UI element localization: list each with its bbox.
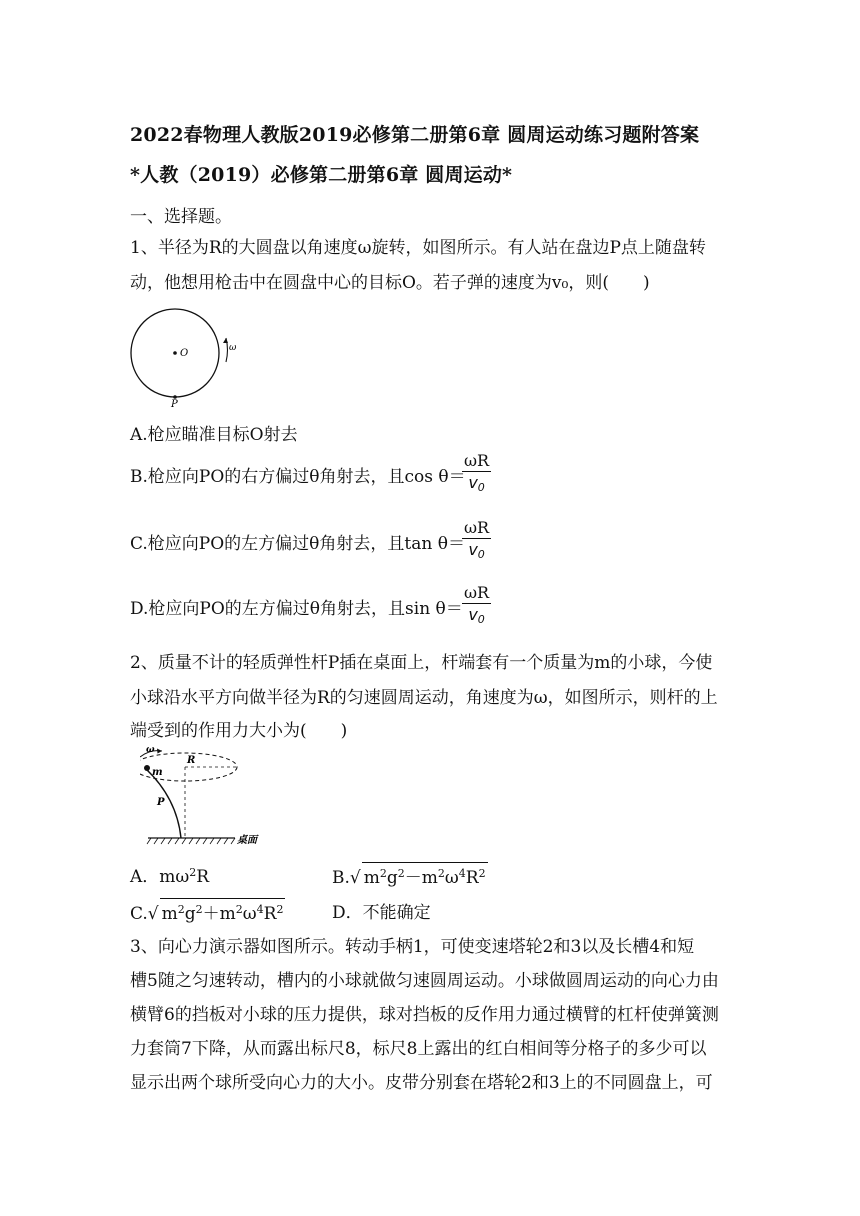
fraction-denominator: $v_0$ [468, 605, 485, 626]
fraction-numerator: ωR [464, 583, 490, 602]
fraction-denominator: $v_0$ [468, 473, 485, 494]
q1-option-c-fraction [462, 518, 491, 561]
q1-option-c: C.枪应向PO的左方偏过θ角射去，且tan θ＝ [130, 534, 465, 554]
label-p: P [157, 797, 165, 808]
document-title: 2022春物理人教版2019必修第二册第6章 圆周运动练习题附答案 [130, 124, 700, 146]
q2-option-a: A．$m\omega^2R$ [130, 866, 210, 887]
label-o: O [180, 348, 189, 359]
label-omega: ω [229, 343, 237, 353]
q2-stem-line3: 端受到的作用力大小为( ) [130, 721, 348, 741]
fraction-denominator: $v_0$ [468, 540, 485, 561]
fraction-numerator: ωR [464, 451, 490, 470]
table-hatching [147, 838, 235, 844]
label-p: P [171, 399, 178, 408]
fraction-numerator: ωR [464, 518, 490, 537]
q2-option-d: D．不能确定 [332, 903, 431, 923]
rotation-arrow-head [223, 338, 228, 343]
q1-figure-disk [128, 308, 240, 408]
label-omega: ω [146, 745, 155, 755]
q1-option-d: D.枪应向PO的左方偏过θ角射去，且sin θ＝ [130, 599, 463, 619]
omega-arrow-head [157, 749, 162, 754]
q2-stem-line2: 小球沿水平方向做半径为R的匀速圆周运动，角速度为ω，如图所示，则杆的上 [130, 688, 718, 708]
label-table: 桌面 [237, 835, 257, 846]
q1-stem-line2: 动，他想用枪击中在圆盘中心的目标O。若子弹的速度为v₀，则( ) [130, 273, 650, 293]
label-m: m [152, 767, 163, 778]
q3-stem-line5: 显示出两个球所受向心力的大小。皮带分别套在塔轮2和3上的不同圆盘上，可 [130, 1073, 713, 1093]
label-r: R [187, 755, 196, 766]
ball [144, 765, 150, 771]
q2-option-c: C.√ $m^2g^2+m^2\omega^4R^2$ [130, 898, 285, 924]
q2-figure-rod [140, 745, 265, 850]
q2-option-b: B.√ $m^2g^2-m^2\omega^4R^2$ [332, 862, 488, 888]
q1-option-d-fraction [462, 583, 491, 626]
document-subtitle: *人教（2019）必修第二册第6章 圆周运动* [130, 164, 513, 186]
q1-stem-line1: 1、半径为R的大圆盘以角速度ω旋转，如图所示。有人站在盘边P点上随盘转 [130, 238, 706, 258]
center-dot [173, 351, 177, 355]
q3-stem-line2: 槽5随之匀速转动，槽内的小球就做匀速圆周运动。小球做圆周运动的向心力由 [130, 971, 719, 991]
q3-stem-line3: 横臂6的挡板对小球的压力提供，球对挡板的反作用力通过横臂的杠杆使弹簧测 [130, 1005, 719, 1025]
section-heading: 一、选择题。 [130, 207, 232, 227]
q1-option-b: B.枪应向PO的右方偏过θ角射去，且cos θ＝ [130, 467, 466, 487]
q2-stem-line1: 2、质量不计的轻质弹性杆P插在桌面上，杆端套有一个质量为m的小球，今使 [130, 653, 713, 673]
q3-stem-line1: 3、向心力演示器如图所示。转动手柄1，可使变速塔轮2和3以及长槽4和短 [130, 937, 695, 957]
q3-stem-line4: 力套筒7下降，从而露出标尺8，标尺8上露出的红白相间等分格子的多少可以 [130, 1039, 707, 1059]
q1-option-b-fraction [462, 451, 491, 494]
q1-option-a: A.枪应瞄准目标O射去 [130, 425, 298, 445]
